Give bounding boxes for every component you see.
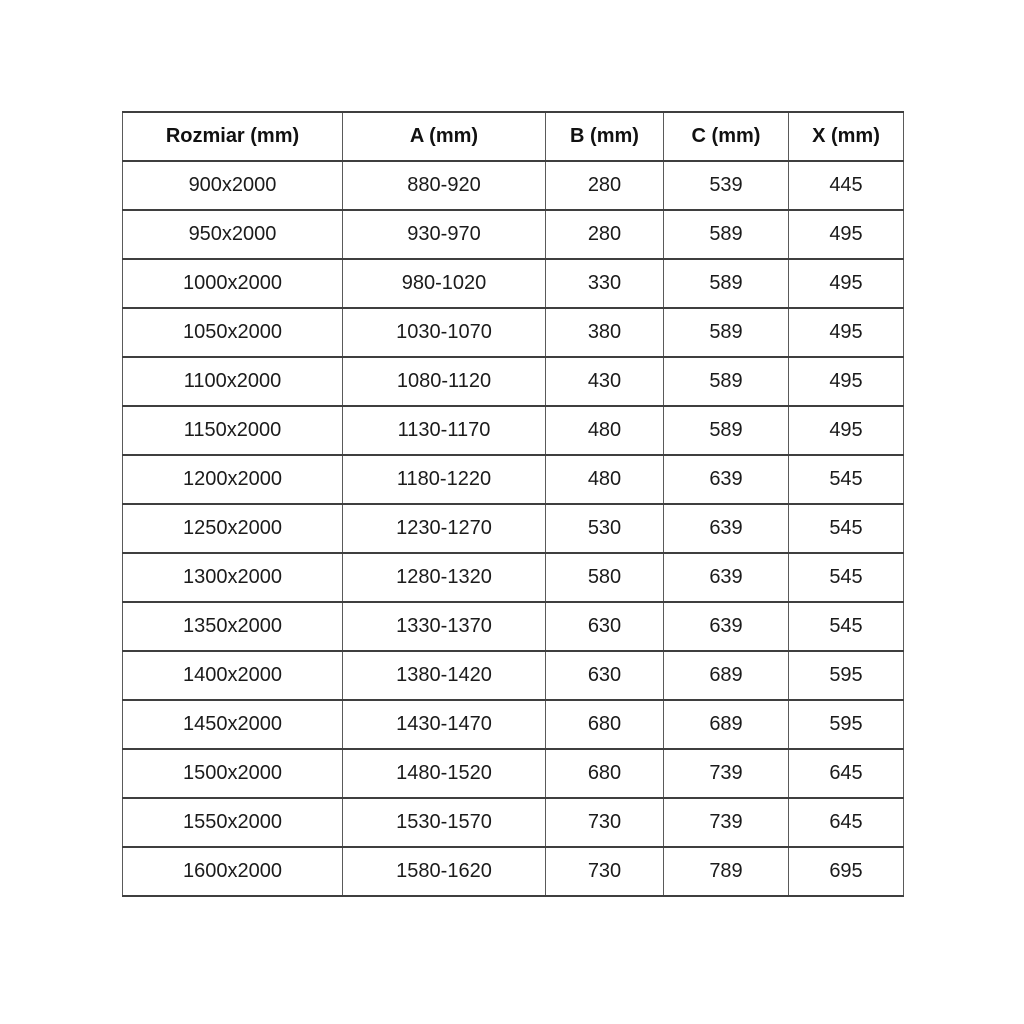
table-cell: 630	[546, 651, 664, 700]
table-cell: 545	[789, 602, 904, 651]
table-cell: 980-1020	[343, 259, 546, 308]
table-cell: 880-920	[343, 161, 546, 210]
table-cell: 495	[789, 308, 904, 357]
table-cell: 1150x2000	[123, 406, 343, 455]
table-cell: 689	[664, 700, 789, 749]
table-row	[123, 455, 904, 504]
table-cell: 1580-1620	[343, 847, 546, 896]
table-cell: 495	[789, 406, 904, 455]
table-cell: 1400x2000	[123, 651, 343, 700]
table-cell: 430	[546, 357, 664, 406]
table-cell: 480	[546, 455, 664, 504]
table-cell: 639	[664, 504, 789, 553]
size-chart-table	[122, 111, 904, 897]
table-cell: 545	[789, 553, 904, 602]
table-cell: 1530-1570	[343, 798, 546, 847]
table-cell: 1130-1170	[343, 406, 546, 455]
table-cell: 545	[789, 455, 904, 504]
table-cell: 630	[546, 602, 664, 651]
column-header-0: Rozmiar (mm)	[123, 112, 343, 161]
table-cell: 1480-1520	[343, 749, 546, 798]
table-cell: 445	[789, 161, 904, 210]
table-cell: 280	[546, 161, 664, 210]
table-row	[123, 406, 904, 455]
table-row	[123, 210, 904, 259]
table-cell: 595	[789, 700, 904, 749]
table-row	[123, 308, 904, 357]
table-cell: 639	[664, 553, 789, 602]
table-cell: 1000x2000	[123, 259, 343, 308]
table-cell: 589	[664, 357, 789, 406]
table-cell: 639	[664, 602, 789, 651]
table-row	[123, 504, 904, 553]
table-cell: 900x2000	[123, 161, 343, 210]
table-cell: 1600x2000	[123, 847, 343, 896]
table-cell: 1180-1220	[343, 455, 546, 504]
table-cell: 1050x2000	[123, 308, 343, 357]
table-cell: 1200x2000	[123, 455, 343, 504]
table-cell: 695	[789, 847, 904, 896]
table-row	[123, 553, 904, 602]
table-cell: 495	[789, 210, 904, 259]
column-header-3: C (mm)	[664, 112, 789, 161]
table-cell: 1380-1420	[343, 651, 546, 700]
table-cell: 730	[546, 847, 664, 896]
table-cell: 645	[789, 749, 904, 798]
table-cell: 1080-1120	[343, 357, 546, 406]
table-row	[123, 798, 904, 847]
table-cell: 530	[546, 504, 664, 553]
table-cell: 580	[546, 553, 664, 602]
table-row	[123, 651, 904, 700]
table-cell: 1300x2000	[123, 553, 343, 602]
table-header-row	[123, 112, 904, 161]
table-cell: 589	[664, 259, 789, 308]
column-header-4: X (mm)	[789, 112, 904, 161]
table-cell: 789	[664, 847, 789, 896]
table-cell: 589	[664, 406, 789, 455]
table-cell: 730	[546, 798, 664, 847]
column-header-2: B (mm)	[546, 112, 664, 161]
table-cell: 589	[664, 308, 789, 357]
table-cell: 1500x2000	[123, 749, 343, 798]
table-cell: 1280-1320	[343, 553, 546, 602]
table-cell: 1250x2000	[123, 504, 343, 553]
table-row	[123, 357, 904, 406]
table-row	[123, 847, 904, 896]
table-cell: 1550x2000	[123, 798, 343, 847]
table-cell: 1230-1270	[343, 504, 546, 553]
table-cell: 495	[789, 357, 904, 406]
table-row	[123, 602, 904, 651]
table-row	[123, 700, 904, 749]
table-cell: 680	[546, 749, 664, 798]
table-row	[123, 749, 904, 798]
table-cell: 680	[546, 700, 664, 749]
table-cell: 930-970	[343, 210, 546, 259]
table-cell: 1450x2000	[123, 700, 343, 749]
table-cell: 495	[789, 259, 904, 308]
table-cell: 380	[546, 308, 664, 357]
table-cell: 545	[789, 504, 904, 553]
table-cell: 1030-1070	[343, 308, 546, 357]
table-cell: 1330-1370	[343, 602, 546, 651]
table-cell: 589	[664, 210, 789, 259]
table-row	[123, 259, 904, 308]
table-cell: 539	[664, 161, 789, 210]
table-cell: 639	[664, 455, 789, 504]
table-cell: 739	[664, 749, 789, 798]
table-cell: 1350x2000	[123, 602, 343, 651]
table-cell: 689	[664, 651, 789, 700]
table-cell: 280	[546, 210, 664, 259]
table-cell: 645	[789, 798, 904, 847]
table-cell: 480	[546, 406, 664, 455]
table-cell: 330	[546, 259, 664, 308]
table-row	[123, 161, 904, 210]
table-cell: 950x2000	[123, 210, 343, 259]
table-cell: 739	[664, 798, 789, 847]
column-header-1: A (mm)	[343, 112, 546, 161]
table-cell: 1100x2000	[123, 357, 343, 406]
table-cell: 595	[789, 651, 904, 700]
table-cell: 1430-1470	[343, 700, 546, 749]
